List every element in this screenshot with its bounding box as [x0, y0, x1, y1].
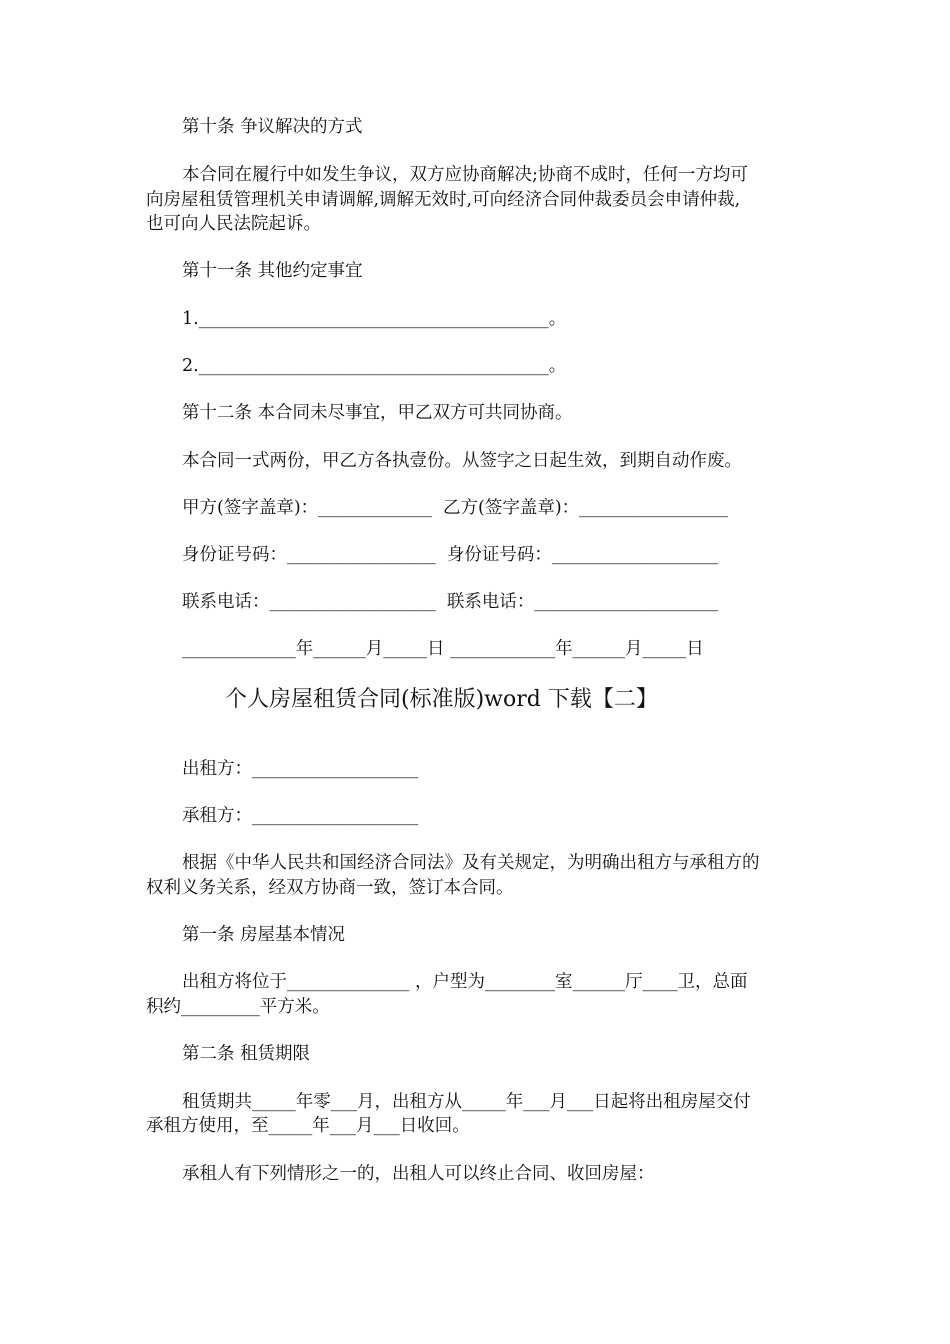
lessee-line: 承租方：___________________ [182, 806, 419, 826]
phone-line: 联系电话：___________________ 联系电话：_____________________ [182, 592, 719, 612]
article11-item1: 1.________________________________________。 [182, 309, 567, 329]
preamble-line1: 根据《中华人民共和国经济合同法》及有关规定，为明确出租方与承租方的 [182, 853, 760, 873]
article2-line3: 承租人有下列情形之一的，出租人可以终止合同、收回房屋： [182, 1164, 655, 1184]
article2-heading: 第二条 租赁期限 [182, 1044, 311, 1064]
preamble-line2: 权利义务关系，经双方协商一致，签订本合同。 [146, 878, 514, 898]
article2-line2: 承租方使用，至_____年___月___日收回。 [146, 1116, 470, 1136]
article1-line2: 积约_________平方米。 [146, 997, 330, 1017]
article11-item2: 2.________________________________________。 [182, 356, 567, 376]
article11-heading: 第十一条 其他约定事宜 [182, 261, 363, 281]
article10-heading: 第十条 争议解决的方式 [182, 117, 363, 137]
article10-text-line2: 向房屋租赁管理机关申请调解,调解无效时,可向经济合同仲裁委员会申请仲裁, [146, 190, 741, 210]
article1-line1: 出租方将位于______________ ，户型为________室______厅____卫，总面 [182, 972, 748, 992]
id-number-line: 身份证号码：_________________ 身份证号码：___________________ [182, 545, 719, 565]
document-title: 个人房屋租赁合同(标准版)word 下载【二】 [225, 687, 658, 712]
article10-text-line1: 本合同在履行中如发生争议，双方应协商解决;协商不成时，任何一方均可 [182, 165, 748, 185]
article1-heading: 第一条 房屋基本情况 [182, 925, 346, 945]
article12-text: 第十二条 本合同未尽事宜，甲乙双方可共同协商。 [182, 403, 573, 423]
date-line: _____________年______月_____日 ____________年______月_____日 [182, 639, 704, 659]
signature-line: 甲方(签字盖章)：_____________ 乙方(签字盖章)：_________________ [182, 498, 728, 518]
article10-text-line3: 也可向人民法院起诉。 [146, 214, 321, 234]
article2-line1: 租赁期共_____年零___月，出租方从_____年___月___日起将出租房屋交付 [182, 1092, 751, 1112]
lessor-line: 出租方：___________________ [182, 759, 419, 779]
copies-clause: 本合同一式两份，甲乙方各执壹份。从签字之日起生效，到期自动作废。 [182, 451, 742, 471]
